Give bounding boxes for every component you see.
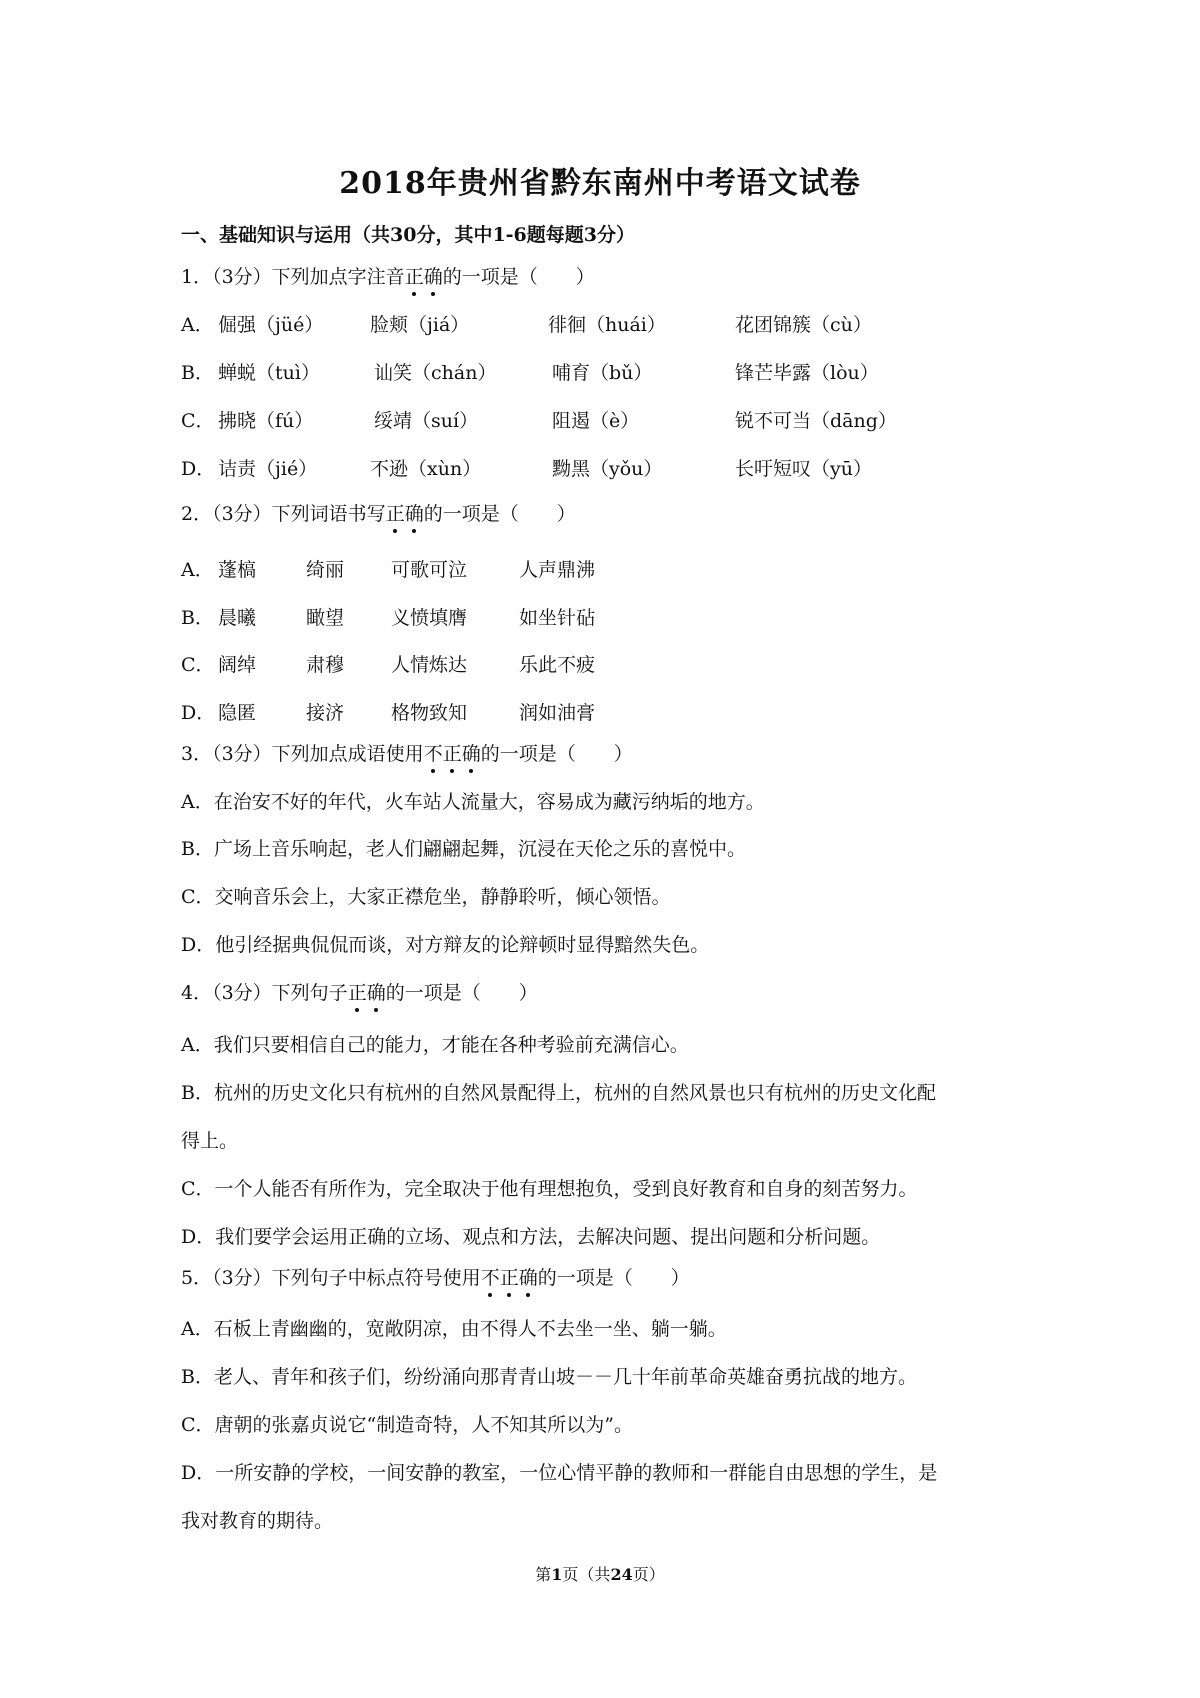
q2-stem: 2．（3分）下列词语书写正确的一项是（ ） — [181, 503, 576, 525]
option-item: 不逊（xùn） — [370, 458, 482, 480]
option-label: B． — [181, 607, 214, 629]
q5-option-d-cont: 我对教育的期待。 — [181, 1510, 334, 1532]
option-label: D． — [181, 458, 216, 480]
q5-option-d: D．一所安静的学校，一间安静的教室，一位心情平静的教师和一群能自由思想的学生，是 — [181, 1462, 938, 1484]
option-label: A． — [181, 314, 214, 336]
option-item: 义愤填膺 — [391, 607, 468, 629]
q5-stem: 5．（3分）下列句子中标点符号使用不正确的一项是（ ） — [181, 1267, 690, 1289]
q1-stem: 1．（3分）下列加点字注音正确的一项是（ ） — [181, 266, 595, 288]
q3-stem: 3．（3分）下列加点成语使用不正确的一项是（ ） — [181, 743, 633, 765]
option-label: B． — [181, 362, 214, 384]
q3-option-c: C．交响音乐会上，大家正襟危坐，静静聆听，倾心领悟。 — [181, 886, 671, 908]
option-item: 脸颊（jiá） — [370, 314, 470, 336]
q5-option-a: A．石板上青幽幽的，宽敞阴凉，由不得人不去坐一坐、躺一躺。 — [181, 1318, 727, 1340]
q3-option-a: A．在治安不好的年代，火车站人流量大，容易成为藏污纳垢的地方。 — [181, 791, 765, 813]
option-label: C． — [181, 410, 215, 432]
option-item: 讪笑（chán） — [374, 362, 497, 384]
option-item: 哺育（bǔ） — [552, 362, 653, 384]
option-item: 拂晓（fú） — [218, 410, 314, 432]
option-item: 花团锦簇（cù） — [735, 314, 872, 336]
page-title: 2018年贵州省黔东南州中考语文试卷 — [339, 166, 861, 201]
option-item: 长吁短叹（yū） — [735, 458, 872, 480]
option-item: 倔强（jüé） — [218, 314, 324, 336]
q4-option-b-cont: 得上。 — [181, 1130, 239, 1152]
q4-option-d: D．我们要学会运用正确的立场、观点和方法，去解决问题、提出问题和分析问题。 — [181, 1226, 881, 1248]
q5-option-c: C．唐朝的张嘉贞说它“制造奇特，人不知其所以为”。 — [181, 1414, 633, 1436]
q5-option-b: B．老人、青年和孩子们，纷纷涌向那青青山坡－－几十年前革命英雄奋勇抗战的地方。 — [181, 1366, 917, 1388]
page-number: 1 — [551, 1565, 563, 1584]
q3-option-b: B．广场上音乐响起，老人们翩翩起舞，沉浸在天伦之乐的喜悦中。 — [181, 838, 746, 860]
option-item: 人情炼达 — [391, 654, 468, 676]
page-footer: 第1页（共24页） — [535, 1565, 665, 1584]
option-item: 隐匿 — [218, 702, 257, 724]
option-item: 如坐针砧 — [519, 607, 596, 629]
option-item: 可歌可泣 — [391, 559, 468, 581]
option-item: 阔绰 — [218, 654, 257, 676]
option-item: 乐此不疲 — [519, 654, 596, 676]
q4-option-c: C．一个人能否有所作为，完全取决于他有理想抱负，受到良好教育和自身的刻苦努力。 — [181, 1178, 918, 1200]
option-label: A． — [181, 559, 214, 581]
option-item: 瞰望 — [306, 607, 345, 629]
option-item: 格物致知 — [391, 702, 468, 724]
page-total: 24 — [610, 1565, 633, 1584]
option-item: 徘徊（huái） — [548, 314, 666, 336]
option-item: 黝黑（yǒu） — [552, 458, 663, 480]
option-item: 锋芒毕露（lòu） — [735, 362, 879, 384]
option-item: 润如油膏 — [519, 702, 596, 724]
q4-stem: 4．（3分）下列句子正确的一项是（ ） — [181, 982, 538, 1004]
q4-option-b: B．杭州的历史文化只有杭州的自然风景配得上，杭州的自然风景也只有杭州的历史文化配 — [181, 1082, 936, 1104]
option-item: 晨曦 — [218, 607, 257, 629]
option-label: C． — [181, 654, 215, 676]
option-item: 锐不可当（dāng） — [735, 410, 897, 432]
option-item: 诘责（jié） — [218, 458, 318, 480]
option-item: 蓬槁 — [218, 559, 257, 581]
option-item: 绥靖（suí） — [374, 410, 479, 432]
option-item: 阻遏（è） — [552, 410, 640, 432]
section-heading: 一、基础知识与运用（共30分，其中1-6题每题3分） — [181, 224, 635, 246]
option-item: 绮丽 — [306, 559, 345, 581]
option-item: 蝉蜕（tuì） — [218, 362, 320, 384]
option-label: D． — [181, 702, 216, 724]
option-item: 肃穆 — [306, 654, 345, 676]
option-item: 人声鼎沸 — [519, 559, 596, 581]
q3-option-d: D．他引经据典侃侃而谈，对方辩友的论辩顿时显得黯然失色。 — [181, 934, 710, 956]
q4-option-a: A．我们只要相信自己的能力，才能在各种考验前充满信心。 — [181, 1034, 689, 1056]
option-item: 接济 — [306, 702, 345, 724]
